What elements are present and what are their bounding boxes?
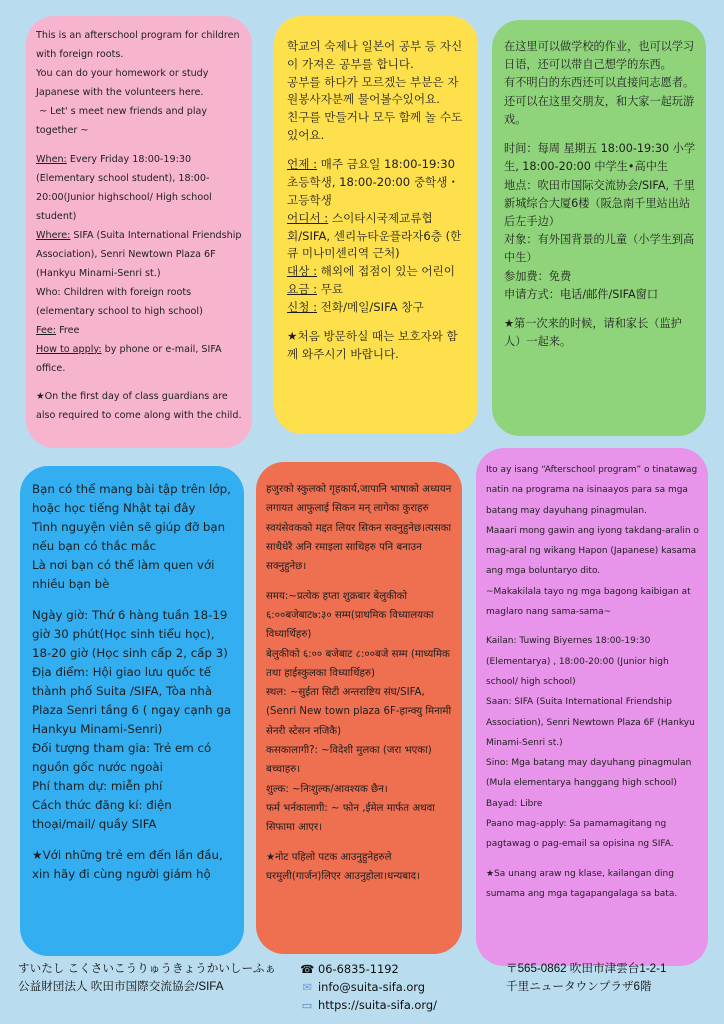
korean-who-label: 대상 : <box>287 264 317 279</box>
english-where-value: SIFA (Suita International Friendship Association), Senri Newtown Plaza 6F (Hankyu Minami-Senri st.) <box>36 229 245 279</box>
english-where-label: Where: <box>36 229 71 241</box>
korean-who-value: 해외에 접점이 있는 어린이 <box>317 264 455 279</box>
postal-address: 〒565-0862 吹田市津雲台1-2-1 <box>506 962 667 975</box>
korean-info-card <box>274 16 478 434</box>
email-link[interactable]: info@suita-sifa.org <box>318 980 426 994</box>
footer-organization <box>18 960 276 996</box>
english-fee-label: Fee: <box>36 324 57 336</box>
vietnamese-intro: Bạn có thể mang bài tập trên lớp, hoặc học tiếng Nhật tại đây Tình nguyện viên sẽ giúp đỡ bạn nếu bạn có thắc mắc Là nơi bạn có thể làm quen với nhiều bạn bè <box>32 482 231 591</box>
filipino-note: ★Sa unang araw ng klase, kailangan ding sumama ang mga tagapangalaga sa bata. <box>486 868 678 899</box>
korean-where-label: 어디서 : <box>287 210 329 225</box>
english-when-label: When: <box>36 153 67 165</box>
vietnamese-details: Ngày giờ: Thứ 6 hàng tuần 18-19 giờ 30 phút(Học sinh tiểu học), 18-20 giờ (Học sinh cấp 2, cấp 3) Địa điểm: Hội giao lưu quốc tế thành phố Suita /SIFA, Tòa nhà Plaza Senri tầng 6 ( ngay cạnh ga Hankyu Minami-Senri) Đối tượng tham gia: Trẻ em có nguồn gốc nước ngoài Phí tham dự: miễn phí Cách thức đăng kí: điện thoại/mail/ quầy SIFA <box>32 607 232 831</box>
vietnamese-note: ★Với những trẻ em đến lần đầu, xin hãy đi cùng người giám hộ <box>32 847 227 881</box>
nepali-info-card <box>256 462 462 954</box>
english-note: ★On the first day of class guardians are also required to come along with the child. <box>36 391 242 422</box>
nepali-note: ★नोट पहिलो पटक आउनुहुनेहरुले घरमुली(गार्जन)लिएर आउनुहोला।धन्यबाद। <box>266 851 420 883</box>
english-apply-value: by phone or e-mail, SIFA office. <box>36 343 225 374</box>
korean-note: ★처음 방문하실 때는 보호자와 함께 와주시기 바랍니다. <box>287 329 458 361</box>
website-link[interactable]: https://suita-sifa.org/ <box>318 998 437 1012</box>
korean-fee-label: 요금 : <box>287 281 317 296</box>
english-info-card <box>26 16 252 448</box>
korean-fee-value: 무료 <box>317 281 344 296</box>
korean-fee <box>287 281 468 299</box>
email-line <box>300 978 437 996</box>
korean-who <box>287 263 468 281</box>
phone-line <box>300 960 437 978</box>
korean-intro: 학교의 숙제나 일본어 공부 등 자신이 가져온 공부를 합니다. 공부를 하다가 모르겠는 부분은 자원봉사자분께 물어볼수있어요. 친구를 만들거나 모두 함께 놀 수도 있어요. <box>287 39 463 142</box>
english-when <box>36 150 242 226</box>
english-fee-value: Free <box>56 324 80 336</box>
english-intro: This is an afterschool program for children with foreign roots. You can do your homework or study Japanese with the volunteers here. ~ Let' s meet new friends and play together ~ <box>36 30 240 136</box>
web-icon: ▭ <box>301 998 313 1012</box>
english-apply <box>36 340 242 378</box>
footer-address <box>506 960 666 996</box>
filipino-intro: Ito ay isang “Afterschool program” o tinatawag natin na programa na isinaayos para sa mga batang may dayuhang pinagmulan. Maaari mong gawin ang iyong takdang-aralin o mag-aral ng wikang Hapon (Japanese) kasama ang mga boluntaryo dito. ~Makakilala tayo ng mga bagong kaibigan at maglaro nang sama-sama~ <box>486 465 699 618</box>
korean-where-value: 스이타시국제교류협회/SIFA, 센리뉴타운플라자6층 (한큐 미나미센리역 근처) <box>287 210 462 261</box>
english-apply-label: How to apply: <box>36 343 102 355</box>
korean-when-value: 매주 금요일 18:00-19:30 초등학생, 18:00-20:00 중학생・고등학생 <box>287 157 460 207</box>
korean-apply-label: 신청 : <box>287 299 317 314</box>
building-name: 千里ニュータウンプラザ6階 <box>506 980 652 993</box>
nepali-intro: हजुरको स्कुलको गृहकार्य,जापानि भाषाको अध्ययन लगायत आफुलाई सिकन मन् लागेका कुराहरु स्वयंसेवकको मद्दत लियर सिकन सक्नुहुनेछ।त्यसका साथैधेरै अनि रमाइला साथिहरु पनि बनाउन सक्नुहुनेछ। <box>266 484 455 573</box>
korean-apply <box>287 299 468 317</box>
korean-when-label: 언제 : <box>287 157 317 172</box>
org-name: 公益財団法人 吹田市国際交流協会/SIFA <box>18 980 224 993</box>
mail-icon: ✉ <box>302 980 312 994</box>
korean-apply-value: 전화/메일/SIFA 창구 <box>317 299 424 314</box>
filipino-details: Kailan: Tuwing Biyernes 18:00-19:30 (Elementarya) , 18:00-20:00 (Junior high school/ high school) Saan: SIFA (Suita International Friendship Association), Senri Newtown Plaza 6F (Hankyu Minami-Senri st.) Sino: Mga batang may dayuhang pinagmulan (Mula elementarya hanggang high school) Bayad: Libre Paano mag-apply: Sa pamamagitang ng pagtawag o pag-email sa opisina ng SIFA. <box>486 636 695 850</box>
korean-where <box>287 210 468 263</box>
footer-contact <box>300 960 437 1014</box>
chinese-note: ★第一次来的时候，请和家长（监护人）一起来。 <box>504 317 682 349</box>
english-where <box>36 226 245 283</box>
chinese-details: 时间：每周 星期五 18:00-19:30 小学生, 18:00-20:00 中学生•高中生 地点：吹田市国际交流协会/SIFA, 千里新城综合大厦6楼（阪急南千里站出站后左手边） 对象：有外国背景的儿童（小学生到高中生） 参加费：免费 申请方式：电话/邮件/SIFA窗口 <box>504 142 696 301</box>
vietnamese-info-card <box>20 466 244 956</box>
korean-when <box>287 156 468 209</box>
nepali-details: समय:~प्रत्येक हप्ता शुक्रबार बेलुकीको ६:००बजेबाट७:३० सम्म(प्राथमिक विध्यालयका विध्यार्थिहरु) बेलुकीको ६:०० बजेबाट ८:००बजे सम्म (माध्यमिक तथा हाईस्कुलका विध्यार्थिहरु) स्थल: ~सुईता सिटी अन्तराष्टिय संघ/SIFA, (Senri New town plaza 6F-हान्क्यु मिनामी सेनरी स्टेसन नजिकै) कसकालागी?: ~विदेशी मुलका (जरा भएका) बच्चाहरु। शुल्क: ~निःशुल्क/आवश्यक छैन। फर्म भर्नकालागी: ~ फोन ,ईमेल मार्फत अथवा सिफामा आएर। <box>266 590 452 834</box>
phone-number[interactable]: 06-6835-1192 <box>318 962 399 976</box>
chinese-info-card <box>492 20 706 436</box>
english-who: Who: Children with foreign roots (elementary school to high school) <box>36 286 203 317</box>
chinese-intro: 在这里可以做学校的作业，也可以学习日语，还可以带自己想学的东西。 有不明白的东西还可以直接问志愿者。 还可以在这里交朋友，和大家一起玩游戏。 <box>504 40 695 126</box>
filipino-info-card <box>476 448 708 966</box>
english-when-value: Every Friday 18:00-19:30 (Elementary school student), 18:00-20:00(Junior highschool/ High school student) <box>36 153 215 222</box>
org-kana: すいたし こくさいこうりゅうきょうかいしーふぁ <box>18 962 277 975</box>
english-fee <box>36 321 242 340</box>
phone-icon: ☎ <box>300 962 315 976</box>
website-line <box>300 996 437 1014</box>
